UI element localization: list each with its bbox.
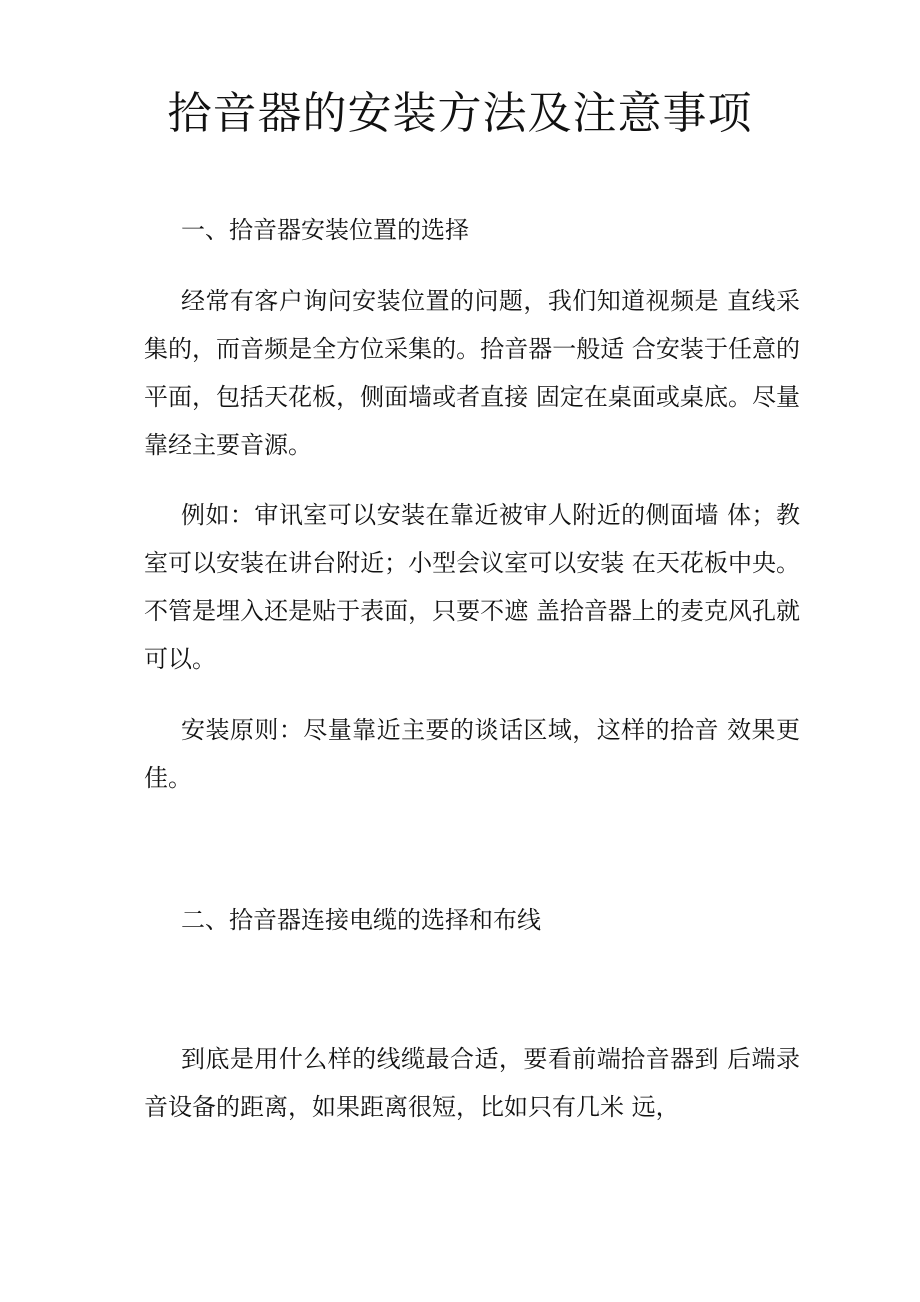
document-title: 拾音器的安装方法及注意事项 <box>167 88 753 139</box>
section-1-paragraph-2: 例如：审讯室可以安装在靠近被审人附近的侧面墙 体；教室可以安装在讲台附近；小型会议室可以安装 在天花板中央。不管是埋入还是贴于表面，只要不遮 盖拾音器上的麦克风孔就可以。 <box>144 501 800 673</box>
section-2-paragraph-1: 到底是用什么样的线缆最合适，要看前端拾音器到 后端录音设备的距离，如果距离很短，比如只有几米 远， <box>144 1045 800 1121</box>
section-1-heading: 一、拾音器安装位置的选择 <box>181 216 469 244</box>
section-2-heading: 二、拾音器连接电缆的选择和布线 <box>181 906 541 934</box>
section-1-paragraph-3: 安装原则：尽量靠近主要的谈话区域，这样的拾音 效果更佳。 <box>144 716 800 792</box>
section-1-paragraph-1: 经常有客户询问安装位置的问题，我们知道视频是 直线采集的，而音频是全方位采集的。拾音器一般适 合安装于任意的平面，包括天花板，侧面墙或者直接 固定在桌面或桌底。尽量靠经主要音源。 <box>144 287 800 459</box>
